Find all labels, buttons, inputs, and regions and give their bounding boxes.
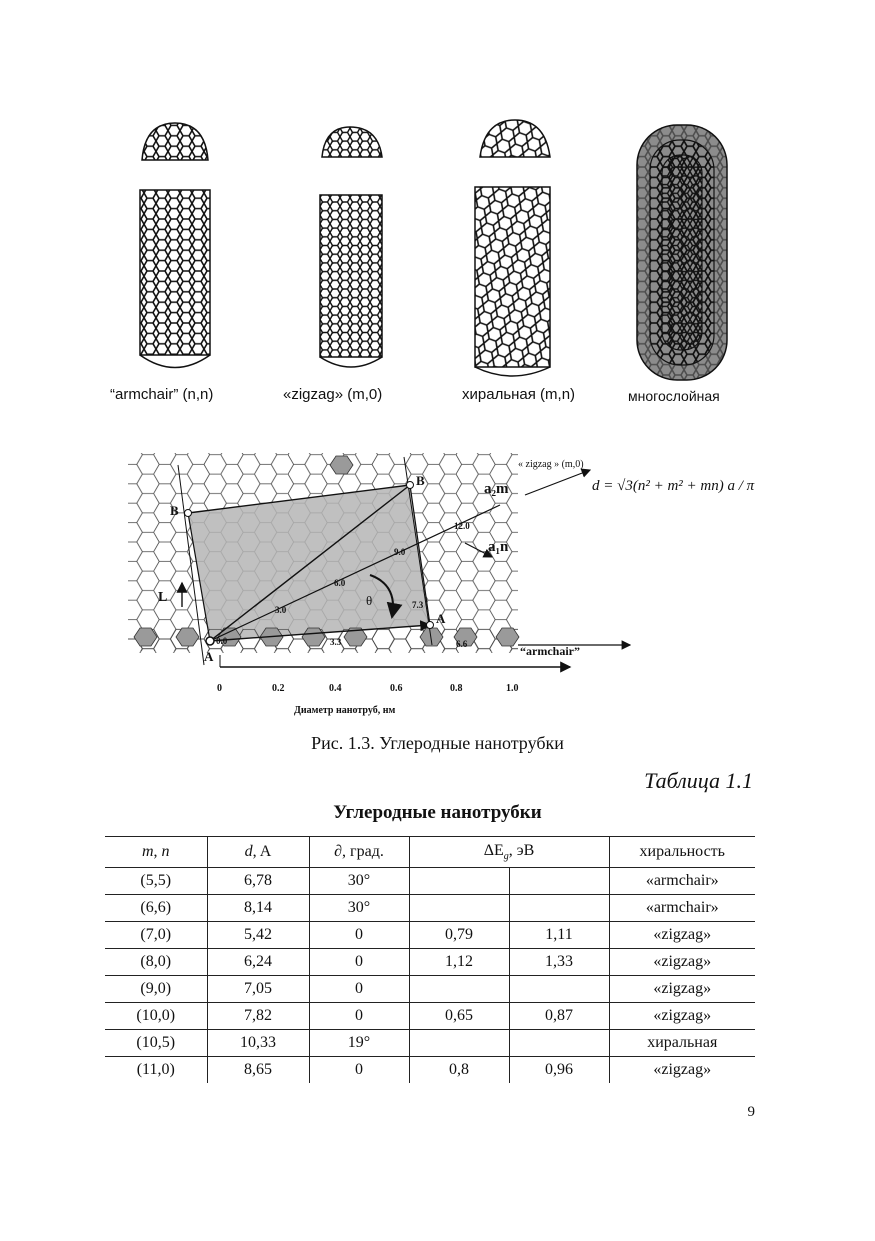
table-title: Углеродные нанотрубки <box>333 802 542 823</box>
marker-label: 7.3 <box>412 600 424 610</box>
axis-tick: 0 <box>217 683 222 694</box>
axis-tick: 1.0 <box>506 683 519 694</box>
a1n-label: a₁n <box>488 539 509 555</box>
table-row: (11,0) 8,65 0 0,8 0,96 «zigzag» <box>105 1057 755 1084</box>
axis-tick: 0.2 <box>272 683 285 694</box>
zigzag-direction-label: « zigzag » (m,0) <box>518 459 584 470</box>
armchair-label: “armchair” (n,n) <box>110 386 214 403</box>
table-row: (7,0) 5,42 0 0,79 1,11 «zigzag» <box>105 922 755 949</box>
page-number: 9 <box>747 1104 755 1120</box>
marker-label: 3.0 <box>275 605 287 615</box>
marker-label: 6.6 <box>456 639 468 649</box>
armchair-tube-image <box>140 123 210 368</box>
axis-title: Диаметр нанотруб, нм <box>294 705 396 716</box>
header-eg: $\Delta E_g$, эВ <box>409 837 609 868</box>
table-row: (5,5) 6,78 30° «armchair» <box>105 868 755 895</box>
marker-label: 0.0 <box>216 636 228 646</box>
table-row: (10,5) 10,33 19° хиральная <box>105 1030 755 1057</box>
table-row: (9,0) 7,05 0 «zigzag» <box>105 976 755 1003</box>
header-d: d, A <box>207 837 309 868</box>
multiwall-label: многослойная <box>628 388 720 404</box>
theta-label: θ <box>366 593 373 608</box>
header-mn: m, n <box>105 837 207 868</box>
point-a2-label: A <box>436 611 446 626</box>
marker-label: 3.3 <box>330 637 342 647</box>
point-b2-label: B <box>416 473 425 488</box>
nanotube-table <box>105 836 755 1083</box>
figure-caption: Рис. 1.3. Углеродные нанотрубки <box>311 733 564 753</box>
marker-label: 6.0 <box>334 578 346 588</box>
table-row: (6,6) 8,14 30° «armchair» <box>105 895 755 922</box>
chiral-tube-image <box>475 120 550 376</box>
table-number: Таблица 1.1 <box>644 768 753 793</box>
axis-tick: 0.4 <box>329 683 342 694</box>
table-row: (8,0) 6,24 0 1,12 1,33 «zigzag» <box>105 949 755 976</box>
marker-label: 9.0 <box>394 547 406 557</box>
armchair-direction-label: “armchair” <box>520 644 580 658</box>
header-angle: ∂, град. <box>309 837 409 868</box>
table-row: (10,0) 7,82 0 0,65 0,87 «zigzag» <box>105 1003 755 1030</box>
header-chirality: хиральность <box>609 837 755 868</box>
multiwall-tube-image <box>637 125 727 380</box>
zigzag-label: «zigzag» (m,0) <box>283 386 383 403</box>
axis-tick: 0.8 <box>450 683 463 694</box>
point-a1-label: A <box>204 649 214 664</box>
nanotube-illustrations <box>120 115 760 390</box>
point-b1-label: B <box>170 503 179 518</box>
a2m-label: a₂m <box>484 481 509 497</box>
point-l-label: L <box>158 590 168 605</box>
axis-tick: 0.6 <box>390 683 403 694</box>
marker-label: 12.0 <box>454 521 470 531</box>
table-header-row <box>105 837 755 868</box>
diameter-formula: d = √3(n² + m² + mn) a / π <box>592 478 755 494</box>
zigzag-tube-image <box>320 127 382 367</box>
chiral-label: хиральная (m,n) <box>462 386 576 403</box>
